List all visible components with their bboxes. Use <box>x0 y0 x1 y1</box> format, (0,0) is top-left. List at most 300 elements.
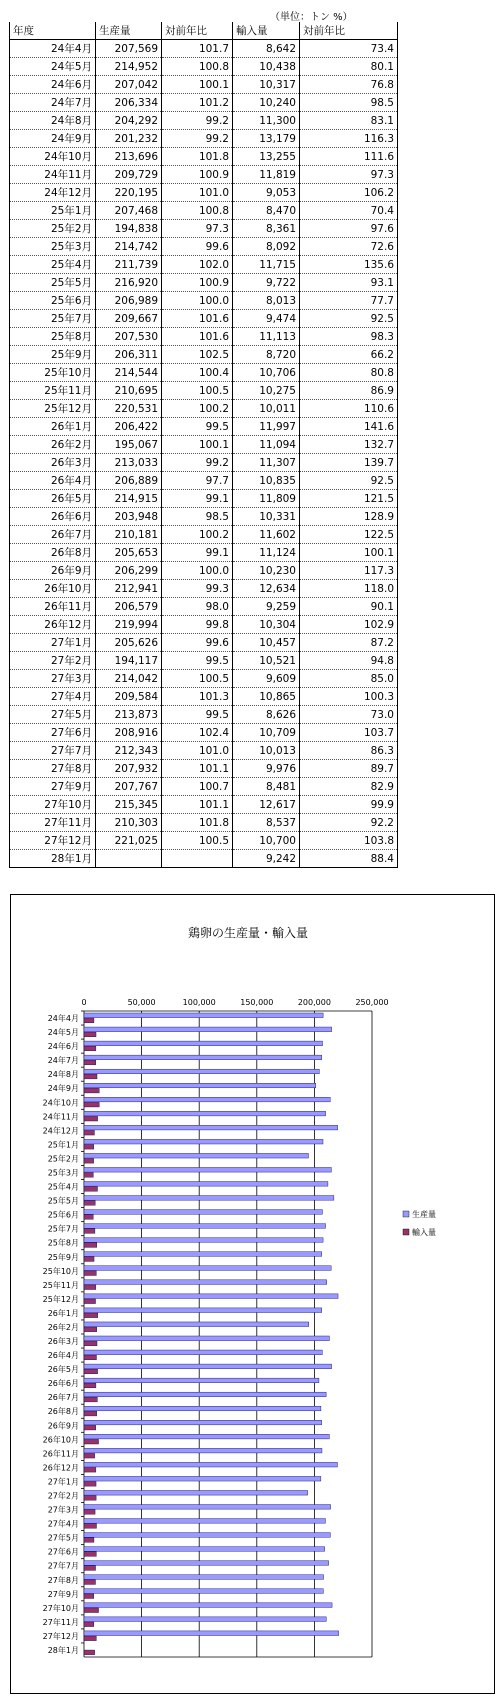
cell-imports: 8,720 <box>233 346 300 364</box>
cell-imports: 10,011 <box>233 400 300 418</box>
cell-imports: 13,255 <box>233 148 300 166</box>
table-row <box>10 526 398 544</box>
bar-imports <box>84 1144 94 1149</box>
cell-imports: 8,361 <box>233 220 300 238</box>
bar-production <box>84 1350 322 1355</box>
bar-imports <box>84 1257 94 1262</box>
cell-production-yoy: 97.3 <box>162 220 233 238</box>
cell-period: 25年10月 <box>10 364 96 382</box>
cell-production: 214,952 <box>96 58 162 76</box>
cell-production: 207,569 <box>96 40 162 58</box>
cell-production-yoy: 99.5 <box>162 418 233 436</box>
table-row <box>10 238 398 256</box>
cell-imports: 11,307 <box>233 454 300 472</box>
y-tick-label: 26年9月 <box>47 1421 79 1431</box>
cell-production: 212,343 <box>96 742 162 760</box>
table-row <box>10 634 398 652</box>
bar-production <box>84 1167 331 1172</box>
cell-imports: 10,304 <box>233 616 300 634</box>
cell-production-yoy: 100.2 <box>162 400 233 418</box>
cell-period: 24年9月 <box>10 130 96 148</box>
cell-production: 210,695 <box>96 382 162 400</box>
bar-imports <box>84 1271 96 1276</box>
cell-imports-yoy: 73.4 <box>300 40 398 58</box>
cell-imports-yoy: 92.2 <box>300 814 398 832</box>
y-tick-label: 24年11月 <box>42 1112 79 1122</box>
bar-imports <box>84 1102 99 1107</box>
cell-production: 201,232 <box>96 130 162 148</box>
cell-production-yoy: 100.8 <box>162 202 233 220</box>
cell-period: 26年8月 <box>10 544 96 562</box>
bar-production <box>84 1111 326 1116</box>
bar-imports <box>84 1243 97 1248</box>
cell-imports: 11,602 <box>233 526 300 544</box>
cell-imports-yoy: 98.5 <box>300 94 398 112</box>
bar-production <box>84 1083 316 1088</box>
bar-imports <box>84 1425 96 1430</box>
cell-imports: 10,331 <box>233 508 300 526</box>
cell-production: 215,345 <box>96 796 162 814</box>
cell-production: 211,739 <box>96 256 162 274</box>
bar-production <box>84 1406 321 1411</box>
cell-imports-yoy: 100.3 <box>300 688 398 706</box>
cell-period: 26年6月 <box>10 508 96 526</box>
cell-imports: 9,722 <box>233 274 300 292</box>
y-tick-label: 24年10月 <box>42 1098 79 1108</box>
header-production-yoy: 対前年比 <box>162 22 233 40</box>
cell-imports-yoy: 100.1 <box>300 544 398 562</box>
cell-production-yoy: 97.7 <box>162 472 233 490</box>
cell-imports: 8,481 <box>233 778 300 796</box>
cell-production: 194,117 <box>96 652 162 670</box>
cell-period: 27年8月 <box>10 760 96 778</box>
cell-period: 26年10月 <box>10 580 96 598</box>
bar-production <box>84 1097 330 1102</box>
cell-production: 213,696 <box>96 148 162 166</box>
cell-imports-yoy: 88.4 <box>300 850 398 868</box>
cell-imports: 10,438 <box>233 58 300 76</box>
bar-production <box>84 1224 326 1229</box>
cell-imports-yoy: 139.7 <box>300 454 398 472</box>
table-row <box>10 202 398 220</box>
cell-imports-yoy: 128.9 <box>300 508 398 526</box>
cell-period: 27年1月 <box>10 634 96 652</box>
bar-imports <box>84 1299 96 1304</box>
cell-period: 26年12月 <box>10 616 96 634</box>
y-tick-label: 26年2月 <box>47 1322 79 1332</box>
y-tick-label: 25年3月 <box>47 1168 79 1178</box>
table-row <box>10 274 398 292</box>
bar-imports <box>84 1215 93 1220</box>
cell-period: 26年11月 <box>10 598 96 616</box>
cell-imports-yoy: 92.5 <box>300 310 398 328</box>
bar-production <box>84 1308 322 1313</box>
table-row <box>10 112 398 130</box>
cell-production: 206,311 <box>96 346 162 364</box>
cell-imports-yoy: 92.5 <box>300 472 398 490</box>
cell-imports: 10,240 <box>233 94 300 112</box>
y-tick-label: 25年8月 <box>47 1238 79 1248</box>
table-row <box>10 184 398 202</box>
cell-production-yoy: 100.1 <box>162 76 233 94</box>
bar-production <box>84 1322 309 1327</box>
cell-period: 26年4月 <box>10 472 96 490</box>
cell-period: 25年3月 <box>10 238 96 256</box>
cell-period: 25年12月 <box>10 400 96 418</box>
table-row <box>10 616 398 634</box>
cell-production: 207,530 <box>96 328 162 346</box>
bar-production <box>84 1561 329 1566</box>
bar-production <box>84 1490 308 1495</box>
cell-production: 206,299 <box>96 562 162 580</box>
bar-production <box>84 1462 337 1467</box>
table-row <box>10 220 398 238</box>
bar-imports <box>84 1229 95 1234</box>
table-row <box>10 670 398 688</box>
cell-production-yoy: 100.9 <box>162 274 233 292</box>
cell-production: 205,653 <box>96 544 162 562</box>
cell-period: 26年3月 <box>10 454 96 472</box>
y-tick-label: 27年3月 <box>47 1505 79 1515</box>
cell-production-yoy: 100.2 <box>162 526 233 544</box>
cell-production-yoy: 99.2 <box>162 454 233 472</box>
cell-production: 209,667 <box>96 310 162 328</box>
cell-production-yoy: 101.3 <box>162 688 233 706</box>
bar-imports <box>84 1439 99 1444</box>
cell-production-yoy: 101.8 <box>162 814 233 832</box>
cell-imports: 8,642 <box>233 40 300 58</box>
cell-production-yoy: 99.5 <box>162 706 233 724</box>
cell-production-yoy: 99.8 <box>162 616 233 634</box>
y-tick-label: 28年1月 <box>47 1645 79 1655</box>
bar-production <box>84 1378 319 1383</box>
cell-imports-yoy: 106.2 <box>300 184 398 202</box>
cell-period: 26年2月 <box>10 436 96 454</box>
cell-imports: 8,537 <box>233 814 300 832</box>
bar-production <box>84 1139 323 1144</box>
cell-production: 206,579 <box>96 598 162 616</box>
bar-imports <box>84 1510 95 1515</box>
cell-period: 25年9月 <box>10 346 96 364</box>
cell-imports-yoy: 135.6 <box>300 256 398 274</box>
bar-imports <box>84 1482 96 1487</box>
bar-imports <box>84 1622 94 1627</box>
table-row <box>10 688 398 706</box>
cell-production-yoy: 101.6 <box>162 328 233 346</box>
cell-production: 209,584 <box>96 688 162 706</box>
table-row <box>10 850 398 868</box>
cell-period: 27年3月 <box>10 670 96 688</box>
x-tick-label: 200,000 <box>297 998 331 1007</box>
cell-imports-yoy: 94.8 <box>300 652 398 670</box>
legend-label: 輸入量 <box>412 1228 436 1237</box>
bar-production <box>84 1519 325 1524</box>
cell-period: 25年8月 <box>10 328 96 346</box>
y-tick-label: 25年10月 <box>42 1266 79 1276</box>
cell-imports: 12,617 <box>233 796 300 814</box>
cell-imports-yoy: 116.3 <box>300 130 398 148</box>
y-tick-label: 25年12月 <box>42 1294 79 1304</box>
table-row <box>10 472 398 490</box>
cell-imports-yoy: 70.4 <box>300 202 398 220</box>
cell-production-yoy: 100.5 <box>162 670 233 688</box>
cell-imports-yoy: 87.2 <box>300 634 398 652</box>
table-row <box>10 346 398 364</box>
cell-imports-yoy: 85.0 <box>300 670 398 688</box>
table-row <box>10 310 398 328</box>
cell-production-yoy: 102.5 <box>162 346 233 364</box>
header-imports: 輸入量 <box>233 22 300 40</box>
unit-note: （単位：トン %） <box>270 12 353 23</box>
cell-imports-yoy: 77.7 <box>300 292 398 310</box>
cell-imports-yoy: 76.8 <box>300 76 398 94</box>
bar-production <box>84 1420 322 1425</box>
y-tick-label: 27年2月 <box>47 1491 79 1501</box>
legend-swatch <box>403 1229 409 1235</box>
cell-production-yoy: 98.5 <box>162 508 233 526</box>
cell-production: 207,767 <box>96 778 162 796</box>
cell-period: 26年7月 <box>10 526 96 544</box>
bar-imports <box>84 1538 94 1543</box>
y-tick-label: 24年6月 <box>47 1042 79 1052</box>
cell-period: 24年6月 <box>10 76 96 94</box>
cell-production-yoy: 102.0 <box>162 256 233 274</box>
bar-imports <box>84 1524 97 1529</box>
bar-production <box>84 1210 322 1215</box>
cell-production: 210,303 <box>96 814 162 832</box>
bar-imports <box>84 1636 96 1641</box>
y-tick-label: 24年8月 <box>47 1070 79 1080</box>
cell-production-yoy: 100.5 <box>162 382 233 400</box>
cell-imports: 10,230 <box>233 562 300 580</box>
cell-imports-yoy: 97.3 <box>300 166 398 184</box>
table-header-row <box>10 22 398 40</box>
cell-imports-yoy: 103.7 <box>300 724 398 742</box>
cell-imports-yoy: 132.7 <box>300 436 398 454</box>
bar-imports <box>84 1608 99 1613</box>
cell-production-yoy: 101.0 <box>162 184 233 202</box>
bar-imports <box>84 1355 96 1360</box>
bar-production <box>84 1266 331 1271</box>
cell-production-yoy: 101.1 <box>162 796 233 814</box>
y-tick-label: 26年8月 <box>47 1407 79 1417</box>
bar-production <box>84 1575 324 1580</box>
cell-production: 214,742 <box>96 238 162 256</box>
y-tick-label: 26年4月 <box>47 1351 79 1361</box>
y-tick-label: 27年6月 <box>47 1547 79 1557</box>
cell-imports-yoy: 141.6 <box>300 418 398 436</box>
cell-imports-yoy: 98.3 <box>300 328 398 346</box>
table-row <box>10 598 398 616</box>
data-table <box>9 22 398 868</box>
cell-production-yoy: 101.0 <box>162 742 233 760</box>
cell-imports-yoy: 86.9 <box>300 382 398 400</box>
table-row <box>10 436 398 454</box>
cell-period: 28年1月 <box>10 850 96 868</box>
cell-production: 213,873 <box>96 706 162 724</box>
bar-imports <box>84 1173 93 1178</box>
bar-imports <box>84 1650 95 1655</box>
y-tick-label: 26年10月 <box>42 1435 79 1445</box>
table-row <box>10 490 398 508</box>
cell-period: 25年11月 <box>10 382 96 400</box>
y-tick-label: 26年5月 <box>47 1365 79 1375</box>
bar-production <box>84 1617 326 1622</box>
x-tick-label: 250,000 <box>355 998 389 1007</box>
table-row <box>10 706 398 724</box>
cell-imports: 10,317 <box>233 76 300 94</box>
cell-production-yoy: 101.2 <box>162 94 233 112</box>
cell-imports-yoy: 66.2 <box>300 346 398 364</box>
y-tick-label: 24年9月 <box>47 1084 79 1094</box>
cell-period: 25年6月 <box>10 292 96 310</box>
cell-period: 27年9月 <box>10 778 96 796</box>
bar-imports <box>84 1327 97 1332</box>
cell-imports: 9,474 <box>233 310 300 328</box>
cell-period: 26年9月 <box>10 562 96 580</box>
bar-imports <box>84 1566 96 1571</box>
cell-period: 26年5月 <box>10 490 96 508</box>
cell-production-yoy: 100.0 <box>162 292 233 310</box>
cell-imports-yoy: 117.3 <box>300 562 398 580</box>
cell-production: 214,042 <box>96 670 162 688</box>
cell-imports: 10,709 <box>233 724 300 742</box>
bar-production <box>84 1069 319 1074</box>
y-tick-label: 26年1月 <box>47 1308 79 1318</box>
table-row <box>10 148 398 166</box>
cell-imports: 10,835 <box>233 472 300 490</box>
bar-imports <box>84 1313 98 1318</box>
bar-imports <box>84 1411 97 1416</box>
cell-production: 206,422 <box>96 418 162 436</box>
bar-production <box>84 1533 330 1538</box>
cell-production-yoy: 99.1 <box>162 490 233 508</box>
cell-imports: 10,865 <box>233 688 300 706</box>
bar-production <box>84 1434 329 1439</box>
table-row <box>10 400 398 418</box>
y-tick-label: 26年7月 <box>47 1393 79 1403</box>
cell-imports: 8,013 <box>233 292 300 310</box>
cell-production: 206,334 <box>96 94 162 112</box>
table-row <box>10 760 398 778</box>
cell-imports: 9,976 <box>233 760 300 778</box>
bar-production <box>84 1125 338 1130</box>
y-tick-label: 26年6月 <box>47 1379 79 1389</box>
cell-production: 219,994 <box>96 616 162 634</box>
bar-production <box>84 1252 322 1257</box>
cell-period: 24年7月 <box>10 94 96 112</box>
cell-production: 203,948 <box>96 508 162 526</box>
table-row <box>10 724 398 742</box>
cell-production: 214,915 <box>96 490 162 508</box>
header-imports-yoy: 対前年比 <box>300 22 398 40</box>
cell-imports: 9,259 <box>233 598 300 616</box>
cell-period: 24年8月 <box>10 112 96 130</box>
cell-production: 210,181 <box>96 526 162 544</box>
cell-production: 205,626 <box>96 634 162 652</box>
cell-imports-yoy: 93.1 <box>300 274 398 292</box>
cell-production: 207,042 <box>96 76 162 94</box>
cell-imports-yoy: 97.6 <box>300 220 398 238</box>
cell-period: 25年5月 <box>10 274 96 292</box>
cell-production: 206,889 <box>96 472 162 490</box>
bar-production <box>84 1041 323 1046</box>
cell-production-yoy: 99.5 <box>162 652 233 670</box>
bar-imports <box>84 1453 95 1458</box>
cell-production-yoy: 100.7 <box>162 778 233 796</box>
cell-period: 24年11月 <box>10 166 96 184</box>
y-tick-label: 25年2月 <box>47 1154 79 1164</box>
cell-period: 27年4月 <box>10 688 96 706</box>
bar-imports <box>84 1116 98 1121</box>
table-row <box>10 580 398 598</box>
table-row <box>10 742 398 760</box>
cell-imports: 11,094 <box>233 436 300 454</box>
bar-imports <box>84 1130 94 1135</box>
cell-production-yoy: 100.9 <box>162 166 233 184</box>
cell-imports: 11,809 <box>233 490 300 508</box>
cell-period: 24年5月 <box>10 58 96 76</box>
y-tick-label: 25年4月 <box>47 1182 79 1192</box>
cell-production: 220,195 <box>96 184 162 202</box>
table-row <box>10 544 398 562</box>
y-tick-label: 25年9月 <box>47 1252 79 1262</box>
table-row <box>10 292 398 310</box>
cell-period: 25年4月 <box>10 256 96 274</box>
cell-production-yoy: 99.2 <box>162 130 233 148</box>
y-tick-label: 24年7月 <box>47 1056 79 1066</box>
bar-imports <box>84 1383 96 1388</box>
header-period: 年度 <box>10 22 96 40</box>
bar-imports <box>84 1496 96 1501</box>
chart-title: 鶏卵の生産量・輸入量 <box>187 926 309 940</box>
cell-imports: 9,053 <box>233 184 300 202</box>
cell-production-yoy: 100.1 <box>162 436 233 454</box>
cell-production-yoy: 101.6 <box>162 310 233 328</box>
cell-imports: 11,124 <box>233 544 300 562</box>
table-row <box>10 40 398 58</box>
table-row <box>10 94 398 112</box>
cell-imports-yoy: 121.5 <box>300 490 398 508</box>
cell-period: 24年10月 <box>10 148 96 166</box>
cell-period: 25年2月 <box>10 220 96 238</box>
cell-production-yoy: 100.0 <box>162 562 233 580</box>
cell-imports-yoy: 99.9 <box>300 796 398 814</box>
bar-production <box>84 1547 325 1552</box>
cell-production: 213,033 <box>96 454 162 472</box>
table-row <box>10 256 398 274</box>
cell-production-yoy: 100.5 <box>162 832 233 850</box>
cell-production: 207,932 <box>96 760 162 778</box>
bar-production <box>84 1336 329 1341</box>
cell-production-yoy <box>162 850 233 868</box>
bar-production <box>84 1505 331 1510</box>
cell-production: 207,468 <box>96 202 162 220</box>
table-row <box>10 778 398 796</box>
cell-production-yoy: 101.7 <box>162 40 233 58</box>
cell-imports-yoy: 72.6 <box>300 238 398 256</box>
table-row <box>10 562 398 580</box>
bar-imports <box>84 1594 94 1599</box>
y-tick-label: 27年12月 <box>42 1631 79 1641</box>
bar-imports <box>84 1580 95 1585</box>
bar-imports <box>84 1187 97 1192</box>
bar-imports <box>84 1369 98 1374</box>
cell-imports-yoy: 82.9 <box>300 778 398 796</box>
bar-production <box>84 1631 339 1636</box>
chart-frame <box>10 894 495 1694</box>
bar-production <box>84 1280 327 1285</box>
